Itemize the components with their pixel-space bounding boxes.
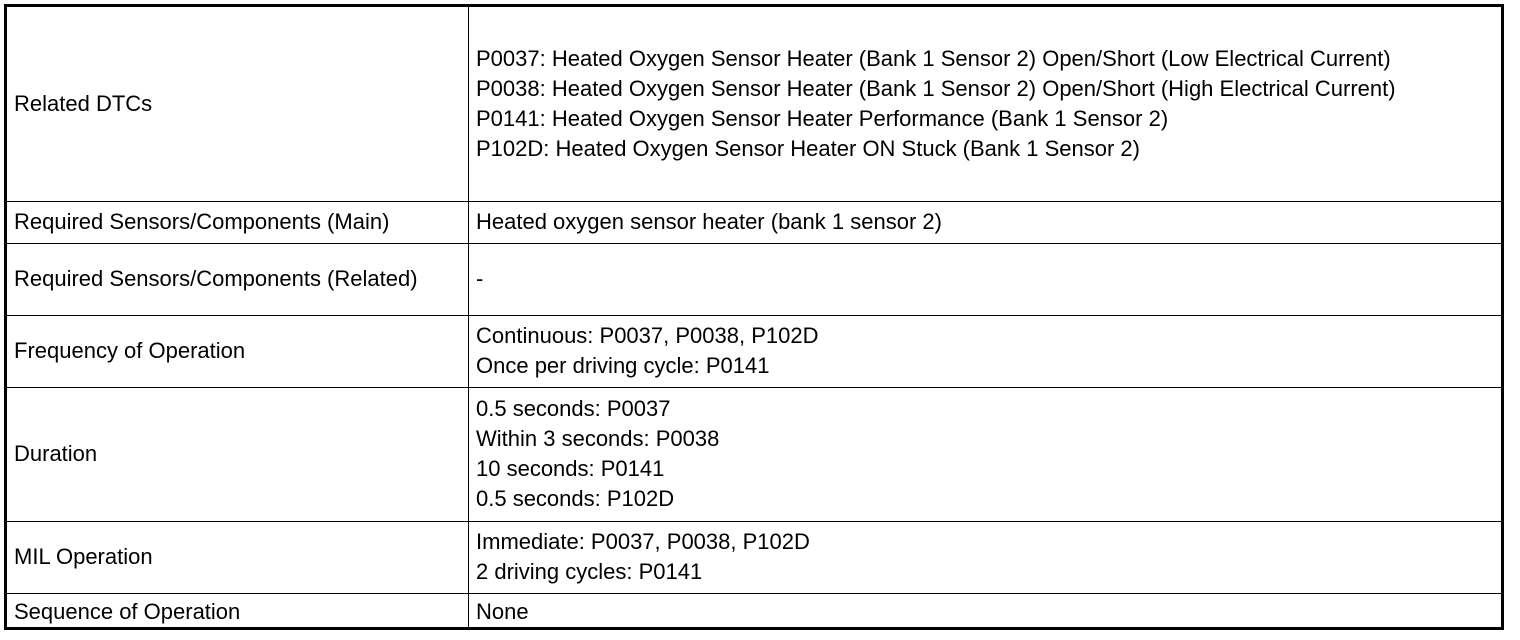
table-row-duration: [7, 387, 1501, 521]
dtc-line: P0038: Heated Oxygen Sensor Heater (Bank 1 Sensor 2) Open/Short (High Electrical Current): [476, 75, 1396, 101]
row-label: MIL Operation: [7, 521, 469, 593]
value-line: Once per driving cycle: P0141: [476, 353, 770, 378]
row-value: [469, 243, 1502, 315]
value-line: None: [476, 598, 529, 624]
table-row-required-related: [7, 243, 1501, 315]
dtc-line: P102D: Heated Oxygen Sensor Heater ON Stuck (Bank 1 Sensor 2): [476, 135, 1140, 161]
table-row-sequence: [7, 593, 1501, 630]
dtc-line: P0141: Heated Oxygen Sensor Heater Performance (Bank 1 Sensor 2): [476, 105, 1169, 131]
row-value: [469, 201, 1502, 243]
row-label: Sequence of Operation: [7, 593, 469, 630]
value-line: Within 3 seconds: P0038: [476, 426, 720, 451]
spec-table-frame: [4, 4, 1504, 630]
value-line: -: [476, 266, 484, 291]
value-line: 2 driving cycles: P0141: [476, 559, 703, 584]
row-value: [469, 593, 1502, 630]
table-row-frequency: [7, 315, 1501, 387]
value-line: 0.5 seconds: P0037: [476, 396, 671, 421]
table-row-related-dtcs: [7, 7, 1501, 201]
dtc-line: P0037: Heated Oxygen Sensor Heater (Bank 1 Sensor 2) Open/Short (Low Electrical Current): [476, 45, 1391, 71]
row-value: [469, 387, 1502, 521]
value-line: 0.5 seconds: P102D: [476, 486, 675, 511]
row-label: Required Sensors/Components (Related): [7, 243, 469, 315]
value-line: Continuous: P0037, P0038, P102D: [476, 323, 819, 348]
value-line: 10 seconds: P0141: [476, 456, 665, 481]
table-row-required-main: [7, 201, 1501, 243]
table-row-mil-operation: [7, 521, 1501, 593]
dtc-spec-table: [7, 7, 1501, 630]
value-line: Immediate: P0037, P0038, P102D: [476, 529, 810, 554]
row-label: Duration: [7, 387, 469, 521]
row-value: [469, 315, 1502, 387]
value-line: Heated oxygen sensor heater (bank 1 sensor 2): [476, 209, 942, 234]
row-label: Required Sensors/Components (Main): [7, 201, 469, 243]
row-label: Frequency of Operation: [7, 315, 469, 387]
row-value: [469, 7, 1502, 201]
row-label: Related DTCs: [7, 7, 469, 201]
row-value: [469, 521, 1502, 593]
